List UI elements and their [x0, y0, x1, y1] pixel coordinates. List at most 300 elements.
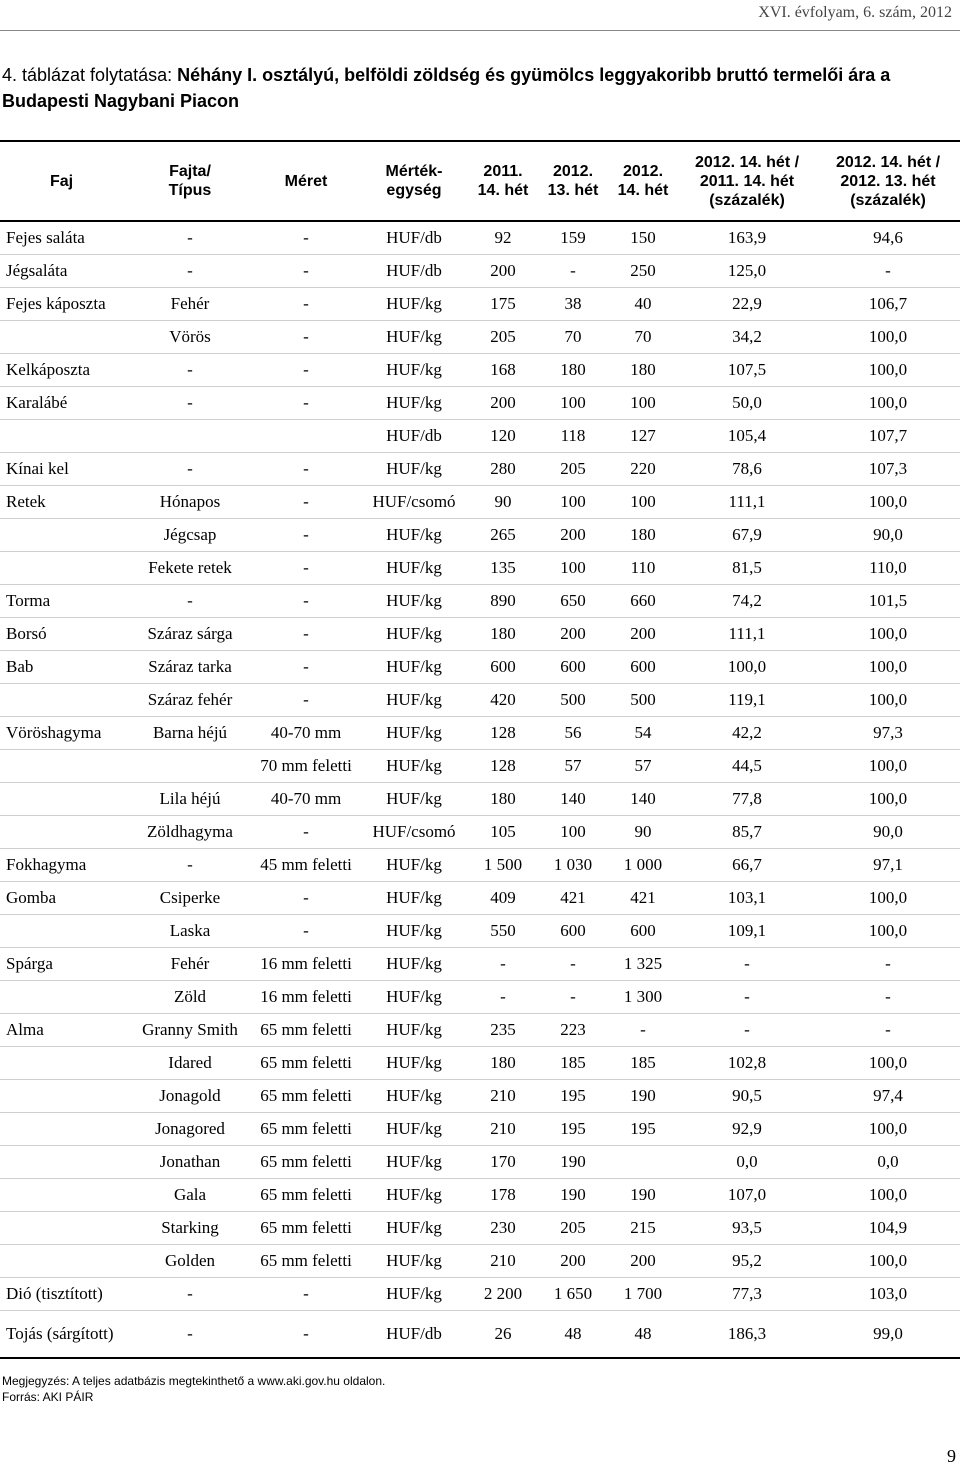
- table-row: [0, 1277, 960, 1310]
- cell-fajta: Zöld: [128, 980, 252, 1013]
- cell-ratio-2011: 102,8: [678, 1046, 816, 1079]
- cell-ratio-2011: 125,0: [678, 254, 816, 287]
- table-row: [0, 551, 960, 584]
- table-row: [0, 1145, 960, 1178]
- cell-2011-14: 128: [468, 716, 538, 749]
- cell-faj: [0, 914, 128, 947]
- cell-2012-14: 200: [608, 617, 678, 650]
- cell-2011-14: 550: [468, 914, 538, 947]
- cell-meret: 45 mm feletti: [252, 848, 360, 881]
- table-row: [0, 716, 960, 749]
- cell-unit: HUF/kg: [360, 584, 468, 617]
- table-row: [0, 848, 960, 881]
- cell-ratio-2011: 107,5: [678, 353, 816, 386]
- cell-ratio-2012-13: 107,3: [816, 452, 960, 485]
- cell-ratio-2012-13: 94,6: [816, 221, 960, 254]
- cell-fajta: Jonathan: [128, 1145, 252, 1178]
- cell-2012-13: -: [538, 254, 608, 287]
- price-table-body: [0, 221, 960, 1358]
- cell-2012-13: 600: [538, 650, 608, 683]
- cell-fajta: Fekete retek: [128, 551, 252, 584]
- cell-2011-14: 280: [468, 452, 538, 485]
- cell-2012-14: 40: [608, 287, 678, 320]
- cell-unit: HUF/kg: [360, 287, 468, 320]
- cell-faj: Alma: [0, 1013, 128, 1046]
- caption-prefix: 4. táblázat folytatása:: [2, 65, 178, 85]
- cell-2012-14: 421: [608, 881, 678, 914]
- cell-2012-14: [608, 1145, 678, 1178]
- cell-faj: [0, 1079, 128, 1112]
- cell-meret: -: [252, 617, 360, 650]
- cell-ratio-2011: -: [678, 1013, 816, 1046]
- cell-unit: HUF/kg: [360, 848, 468, 881]
- cell-ratio-2012-13: 100,0: [816, 683, 960, 716]
- cell-faj: Vöröshagyma: [0, 716, 128, 749]
- cell-faj: [0, 1211, 128, 1244]
- cell-2012-13: 56: [538, 716, 608, 749]
- cell-faj: Fejes káposzta: [0, 287, 128, 320]
- cell-2012-14: 1 700: [608, 1277, 678, 1310]
- header-ratio-2012-13: 2012. 14. hét / 2012. 13. hét (százalék): [816, 141, 960, 221]
- cell-fajta: -: [128, 1310, 252, 1358]
- cell-unit: HUF/db: [360, 1310, 468, 1358]
- cell-unit: HUF/kg: [360, 1112, 468, 1145]
- cell-ratio-2011: 66,7: [678, 848, 816, 881]
- header-rule: [0, 30, 960, 31]
- cell-unit: HUF/kg: [360, 1178, 468, 1211]
- cell-unit: HUF/kg: [360, 782, 468, 815]
- cell-meret: -: [252, 254, 360, 287]
- cell-2012-13: 159: [538, 221, 608, 254]
- cell-2012-14: -: [608, 1013, 678, 1046]
- cell-unit: HUF/kg: [360, 320, 468, 353]
- table-row: [0, 914, 960, 947]
- cell-2012-14: 185: [608, 1046, 678, 1079]
- cell-2012-14: 195: [608, 1112, 678, 1145]
- cell-meret: 65 mm feletti: [252, 1244, 360, 1277]
- cell-2012-13: 200: [538, 617, 608, 650]
- cell-meret: -: [252, 320, 360, 353]
- cell-faj: [0, 749, 128, 782]
- cell-faj: [0, 1178, 128, 1211]
- cell-ratio-2012-13: 100,0: [816, 650, 960, 683]
- cell-2011-14: 175: [468, 287, 538, 320]
- cell-2011-14: 120: [468, 419, 538, 452]
- table-row: [0, 947, 960, 980]
- table-row: [0, 650, 960, 683]
- cell-2011-14: 2 200: [468, 1277, 538, 1310]
- cell-meret: -: [252, 287, 360, 320]
- cell-2011-14: 170: [468, 1145, 538, 1178]
- cell-2011-14: 180: [468, 617, 538, 650]
- cell-fajta: Hónapos: [128, 485, 252, 518]
- cell-ratio-2012-13: 100,0: [816, 914, 960, 947]
- cell-2012-13: 100: [538, 485, 608, 518]
- cell-fajta: Idared: [128, 1046, 252, 1079]
- cell-2012-14: 190: [608, 1079, 678, 1112]
- cell-2012-14: 100: [608, 386, 678, 419]
- cell-2012-14: 500: [608, 683, 678, 716]
- cell-ratio-2012-13: 0,0: [816, 1145, 960, 1178]
- cell-faj: Torma: [0, 584, 128, 617]
- cell-2011-14: 92: [468, 221, 538, 254]
- cell-ratio-2012-13: 100,0: [816, 320, 960, 353]
- cell-fajta: Starking: [128, 1211, 252, 1244]
- cell-meret: -: [252, 683, 360, 716]
- cell-2012-14: 140: [608, 782, 678, 815]
- cell-unit: HUF/kg: [360, 551, 468, 584]
- cell-faj: [0, 551, 128, 584]
- cell-fajta: Száraz sárga: [128, 617, 252, 650]
- cell-2012-14: 127: [608, 419, 678, 452]
- cell-fajta: Gala: [128, 1178, 252, 1211]
- cell-ratio-2012-13: 100,0: [816, 782, 960, 815]
- cell-faj: [0, 683, 128, 716]
- cell-ratio-2011: 93,5: [678, 1211, 816, 1244]
- cell-unit: HUF/kg: [360, 1211, 468, 1244]
- cell-2012-14: 215: [608, 1211, 678, 1244]
- cell-2012-13: 1 650: [538, 1277, 608, 1310]
- cell-2012-13: -: [538, 947, 608, 980]
- cell-ratio-2011: 105,4: [678, 419, 816, 452]
- cell-2012-13: 195: [538, 1079, 608, 1112]
- cell-2012-14: 660: [608, 584, 678, 617]
- cell-fajta: Jonagold: [128, 1079, 252, 1112]
- cell-faj: Kelkáposzta: [0, 353, 128, 386]
- price-table-header: [0, 141, 960, 221]
- cell-faj: Karalábé: [0, 386, 128, 419]
- cell-unit: HUF/kg: [360, 683, 468, 716]
- header-2012-13: 2012. 13. hét: [538, 141, 608, 221]
- cell-fajta: Laska: [128, 914, 252, 947]
- cell-faj: Jégsaláta: [0, 254, 128, 287]
- cell-2012-13: 190: [538, 1145, 608, 1178]
- cell-ratio-2012-13: 97,3: [816, 716, 960, 749]
- cell-2012-13: 200: [538, 1244, 608, 1277]
- header-2012-14: 2012. 14. hét: [608, 141, 678, 221]
- cell-faj: Gomba: [0, 881, 128, 914]
- cell-ratio-2011: 107,0: [678, 1178, 816, 1211]
- footnote-source: Forrás: AKI PÁIR: [2, 1390, 94, 1404]
- table-row: [0, 1112, 960, 1145]
- cell-ratio-2011: 77,8: [678, 782, 816, 815]
- cell-2011-14: 420: [468, 683, 538, 716]
- cell-2011-14: 210: [468, 1112, 538, 1145]
- cell-ratio-2011: 42,2: [678, 716, 816, 749]
- cell-unit: HUF/kg: [360, 914, 468, 947]
- cell-ratio-2011: 78,6: [678, 452, 816, 485]
- table-row: [0, 452, 960, 485]
- cell-faj: Retek: [0, 485, 128, 518]
- cell-unit: HUF/kg: [360, 947, 468, 980]
- cell-unit: HUF/kg: [360, 1145, 468, 1178]
- cell-2011-14: 210: [468, 1079, 538, 1112]
- cell-2011-14: -: [468, 947, 538, 980]
- cell-ratio-2011: -: [678, 947, 816, 980]
- cell-fajta: -: [128, 584, 252, 617]
- cell-2012-13: 200: [538, 518, 608, 551]
- cell-unit: HUF/db: [360, 254, 468, 287]
- cell-ratio-2011: 0,0: [678, 1145, 816, 1178]
- table-row: [0, 1211, 960, 1244]
- cell-2011-14: 200: [468, 386, 538, 419]
- cell-ratio-2012-13: 100,0: [816, 1178, 960, 1211]
- cell-2012-14: 250: [608, 254, 678, 287]
- cell-ratio-2012-13: -: [816, 1013, 960, 1046]
- cell-unit: HUF/kg: [360, 749, 468, 782]
- cell-2012-14: 150: [608, 221, 678, 254]
- cell-faj: Bab: [0, 650, 128, 683]
- cell-fajta: -: [128, 353, 252, 386]
- table-caption: [2, 62, 952, 114]
- cell-meret: -: [252, 518, 360, 551]
- cell-2012-14: 200: [608, 1244, 678, 1277]
- cell-meret: 65 mm feletti: [252, 1013, 360, 1046]
- table-row: [0, 1046, 960, 1079]
- cell-2012-13: 180: [538, 353, 608, 386]
- cell-ratio-2012-13: 100,0: [816, 353, 960, 386]
- price-table: [0, 140, 960, 1359]
- cell-meret: 40-70 mm: [252, 716, 360, 749]
- cell-meret: -: [252, 1277, 360, 1310]
- cell-faj: [0, 419, 128, 452]
- cell-2012-13: 57: [538, 749, 608, 782]
- cell-2011-14: 230: [468, 1211, 538, 1244]
- header-mertekegyseg: Mérték- egység: [360, 141, 468, 221]
- cell-2012-13: 100: [538, 815, 608, 848]
- cell-meret: 70 mm feletti: [252, 749, 360, 782]
- cell-unit: HUF/kg: [360, 386, 468, 419]
- caption-title: Néhány I. osztályú, belföldi zöldség és gyümölcs leggyakoribb bruttó termelői ára a Budapesti Nagybani Piacon: [2, 65, 891, 111]
- cell-fajta: Lila héjú: [128, 782, 252, 815]
- cell-ratio-2011: 109,1: [678, 914, 816, 947]
- cell-unit: HUF/db: [360, 419, 468, 452]
- cell-ratio-2012-13: 106,7: [816, 287, 960, 320]
- cell-ratio-2011: 163,9: [678, 221, 816, 254]
- cell-fajta: Zöldhagyma: [128, 815, 252, 848]
- header-2011-14: 2011. 14. hét: [468, 141, 538, 221]
- cell-ratio-2011: 95,2: [678, 1244, 816, 1277]
- cell-unit: HUF/csomó: [360, 815, 468, 848]
- cell-ratio-2012-13: 100,0: [816, 1046, 960, 1079]
- cell-2012-14: 48: [608, 1310, 678, 1358]
- cell-2011-14: 168: [468, 353, 538, 386]
- cell-fajta: -: [128, 848, 252, 881]
- cell-ratio-2012-13: 90,0: [816, 518, 960, 551]
- table-row: [0, 584, 960, 617]
- cell-fajta: Vörös: [128, 320, 252, 353]
- cell-2012-13: 38: [538, 287, 608, 320]
- cell-faj: Fokhagyma: [0, 848, 128, 881]
- cell-unit: HUF/kg: [360, 452, 468, 485]
- cell-fajta: Csiperke: [128, 881, 252, 914]
- cell-2012-13: 500: [538, 683, 608, 716]
- cell-ratio-2012-13: 100,0: [816, 1244, 960, 1277]
- cell-ratio-2012-13: 100,0: [816, 485, 960, 518]
- cell-ratio-2011: 81,5: [678, 551, 816, 584]
- header-meret: Méret: [252, 141, 360, 221]
- cell-unit: HUF/kg: [360, 518, 468, 551]
- cell-2011-14: 135: [468, 551, 538, 584]
- cell-2012-14: 100: [608, 485, 678, 518]
- header-fajta: Fajta/ Típus: [128, 141, 252, 221]
- cell-2012-14: 70: [608, 320, 678, 353]
- cell-meret: -: [252, 584, 360, 617]
- cell-faj: Kínai kel: [0, 452, 128, 485]
- cell-2012-14: 220: [608, 452, 678, 485]
- cell-2012-14: 57: [608, 749, 678, 782]
- cell-fajta: Jégcsap: [128, 518, 252, 551]
- cell-meret: -: [252, 1310, 360, 1358]
- cell-faj: [0, 815, 128, 848]
- table-row: [0, 419, 960, 452]
- cell-meret: 16 mm feletti: [252, 947, 360, 980]
- cell-faj: Dió (tisztított): [0, 1277, 128, 1310]
- cell-ratio-2012-13: 100,0: [816, 617, 960, 650]
- cell-2012-14: 1 325: [608, 947, 678, 980]
- cell-meret: [252, 419, 360, 452]
- cell-ratio-2012-13: 100,0: [816, 386, 960, 419]
- cell-2012-13: -: [538, 980, 608, 1013]
- cell-meret: 65 mm feletti: [252, 1046, 360, 1079]
- cell-2012-13: 223: [538, 1013, 608, 1046]
- table-row: [0, 485, 960, 518]
- header-faj: Faj: [0, 141, 128, 221]
- cell-2012-13: 421: [538, 881, 608, 914]
- cell-ratio-2012-13: 90,0: [816, 815, 960, 848]
- cell-2011-14: 128: [468, 749, 538, 782]
- cell-2012-14: 600: [608, 650, 678, 683]
- header-ratio-2011: 2012. 14. hét / 2011. 14. hét (százalék): [678, 141, 816, 221]
- table-row: [0, 683, 960, 716]
- cell-2012-14: 190: [608, 1178, 678, 1211]
- cell-ratio-2011: 90,5: [678, 1079, 816, 1112]
- cell-2012-14: 180: [608, 353, 678, 386]
- cell-unit: HUF/kg: [360, 1013, 468, 1046]
- table-row: [0, 1244, 960, 1277]
- cell-meret: -: [252, 452, 360, 485]
- cell-2012-14: 54: [608, 716, 678, 749]
- cell-unit: HUF/kg: [360, 1079, 468, 1112]
- cell-ratio-2011: 111,1: [678, 485, 816, 518]
- cell-2012-13: 190: [538, 1178, 608, 1211]
- table-row: [0, 287, 960, 320]
- cell-faj: [0, 1145, 128, 1178]
- cell-fajta: Granny Smith: [128, 1013, 252, 1046]
- cell-meret: 65 mm feletti: [252, 1079, 360, 1112]
- cell-2012-14: 1 300: [608, 980, 678, 1013]
- table-row: [0, 320, 960, 353]
- cell-2012-14: 1 000: [608, 848, 678, 881]
- cell-ratio-2011: 44,5: [678, 749, 816, 782]
- table-row: [0, 815, 960, 848]
- cell-2012-14: 110: [608, 551, 678, 584]
- cell-2012-13: 100: [538, 551, 608, 584]
- cell-2011-14: 210: [468, 1244, 538, 1277]
- cell-unit: HUF/kg: [360, 353, 468, 386]
- cell-ratio-2012-13: 100,0: [816, 749, 960, 782]
- cell-fajta: Fehér: [128, 287, 252, 320]
- cell-ratio-2012-13: 97,1: [816, 848, 960, 881]
- footnote-note: Megjegyzés: A teljes adatbázis megtekinthető a www.aki.gov.hu oldalon.: [2, 1374, 386, 1388]
- cell-fajta: [128, 749, 252, 782]
- table-row: [0, 254, 960, 287]
- cell-fajta: Száraz tarka: [128, 650, 252, 683]
- cell-fajta: -: [128, 452, 252, 485]
- cell-2011-14: 235: [468, 1013, 538, 1046]
- cell-2012-13: 195: [538, 1112, 608, 1145]
- cell-faj: [0, 980, 128, 1013]
- cell-faj: Fejes saláta: [0, 221, 128, 254]
- cell-meret: -: [252, 914, 360, 947]
- cell-meret: 40-70 mm: [252, 782, 360, 815]
- page-number: 9: [947, 1446, 956, 1466]
- table-row: [0, 749, 960, 782]
- cell-fajta: -: [128, 221, 252, 254]
- cell-ratio-2011: 119,1: [678, 683, 816, 716]
- cell-faj: [0, 320, 128, 353]
- cell-2012-14: 180: [608, 518, 678, 551]
- cell-2011-14: 180: [468, 1046, 538, 1079]
- cell-2011-14: 265: [468, 518, 538, 551]
- cell-meret: 65 mm feletti: [252, 1178, 360, 1211]
- cell-meret: -: [252, 221, 360, 254]
- cell-ratio-2012-13: 103,0: [816, 1277, 960, 1310]
- table-row: [0, 881, 960, 914]
- cell-2012-13: 205: [538, 452, 608, 485]
- cell-ratio-2011: 50,0: [678, 386, 816, 419]
- cell-fajta: -: [128, 386, 252, 419]
- cell-meret: -: [252, 485, 360, 518]
- table-row: [0, 221, 960, 254]
- cell-ratio-2011: 77,3: [678, 1277, 816, 1310]
- table-row: [0, 617, 960, 650]
- table-row: [0, 1079, 960, 1112]
- cell-2011-14: 890: [468, 584, 538, 617]
- cell-meret: 16 mm feletti: [252, 980, 360, 1013]
- cell-unit: HUF/csomó: [360, 485, 468, 518]
- cell-ratio-2011: 34,2: [678, 320, 816, 353]
- cell-faj: [0, 518, 128, 551]
- table-row: [0, 518, 960, 551]
- cell-faj: Tojás (sárgított): [0, 1310, 128, 1358]
- cell-faj: [0, 1046, 128, 1079]
- table-row: [0, 386, 960, 419]
- footnotes: [2, 1373, 385, 1405]
- table-row: [0, 353, 960, 386]
- cell-ratio-2011: 186,3: [678, 1310, 816, 1358]
- cell-2012-14: 600: [608, 914, 678, 947]
- cell-2011-14: 90: [468, 485, 538, 518]
- cell-ratio-2011: 22,9: [678, 287, 816, 320]
- cell-ratio-2011: 111,1: [678, 617, 816, 650]
- cell-ratio-2011: 74,2: [678, 584, 816, 617]
- cell-2012-13: 70: [538, 320, 608, 353]
- cell-2012-13: 650: [538, 584, 608, 617]
- cell-fajta: -: [128, 254, 252, 287]
- cell-ratio-2011: 100,0: [678, 650, 816, 683]
- cell-2011-14: 26: [468, 1310, 538, 1358]
- cell-ratio-2012-13: -: [816, 254, 960, 287]
- cell-2012-13: 185: [538, 1046, 608, 1079]
- cell-faj: [0, 1112, 128, 1145]
- cell-unit: HUF/db: [360, 221, 468, 254]
- cell-2011-14: 205: [468, 320, 538, 353]
- cell-ratio-2012-13: 97,4: [816, 1079, 960, 1112]
- cell-faj: Spárga: [0, 947, 128, 980]
- cell-ratio-2012-13: 104,9: [816, 1211, 960, 1244]
- cell-ratio-2012-13: 100,0: [816, 881, 960, 914]
